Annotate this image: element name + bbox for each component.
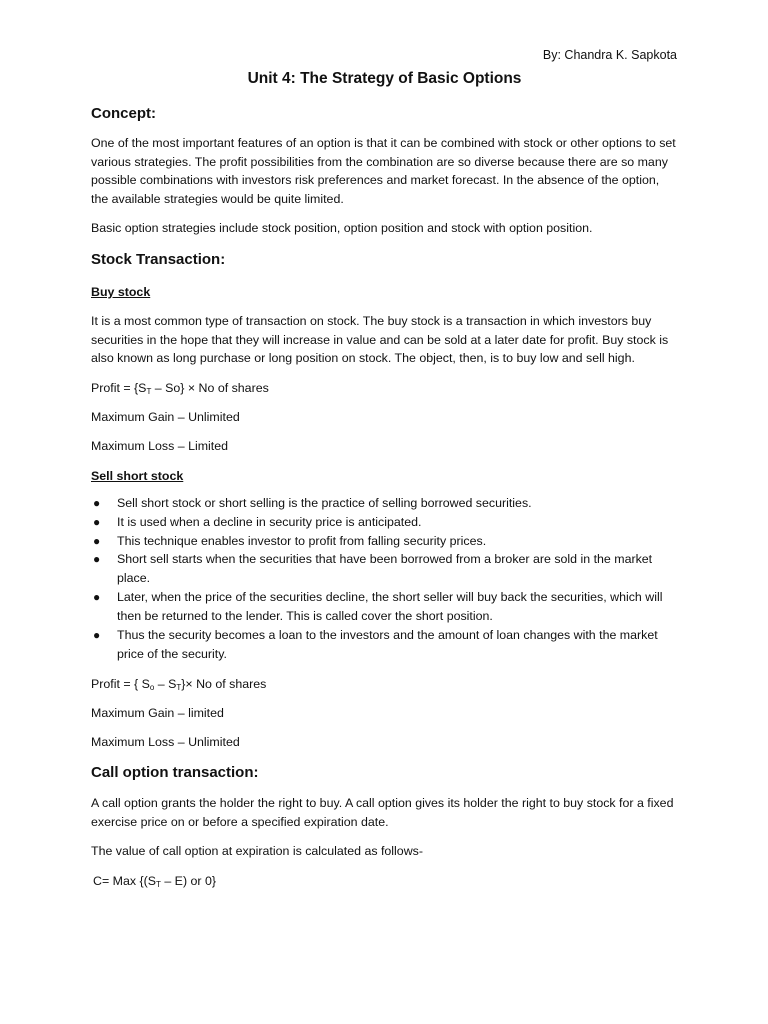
buy-stock-paragraph: It is a most common type of transaction on stock. The buy stock is a transaction in which investors buy securities in the hope that they will increase in value and can be sold at a later date for profit. Buy stock is also known as long purchase or long position on stock. The object, then, is to buy low and sell high.: [91, 313, 669, 366]
stock-transaction-heading: Stock Transaction:: [91, 250, 226, 268]
concept-paragraph-2: Basic option strategies include stock position, option position and stock with option position.: [91, 221, 593, 236]
bullet-icon: ●: [93, 533, 101, 548]
bullet-icon: ●: [93, 628, 101, 643]
call-option-heading: Call option transaction:: [91, 763, 259, 781]
concept-paragraph-1: One of the most important features of an option is that it can be combined with stock or other options to set various strategies. The profit possibilities from the combination are so diverse because there are so many possible combinations with investors risk preferences and market forecast. In the absence of the option, the available strategies would be quite limited.: [91, 136, 676, 206]
list-item: ● This technique enables investor to profit from falling security prices.: [91, 532, 678, 551]
call-option-paragraph-2: The value of call option at expiration is calculated as follows-: [91, 844, 423, 859]
bullet-icon: ●: [93, 514, 101, 529]
list-item: ● Thus the security becomes a loan to the investors and the amount of loan changes with the market price of the security.: [93, 628, 658, 661]
list-item: ● Short sell starts when the securities that have been borrowed from a broker are sold in the market place.: [93, 552, 653, 586]
sell-short-bullet-list: [91, 494, 678, 664]
buy-stock-heading: Buy stock: [91, 284, 151, 299]
sell-short-profit-formula: Profit = { $S_o - S_T\}\times No$ of shares: [91, 676, 267, 692]
list-item: ● It is used when a decline in security price is anticipated.: [91, 513, 678, 532]
call-option-paragraph-1: A call option grants the holder the right to buy. A call option gives its holder the right to buy stock for a fixed exercise price on or before a specified expiration date.: [91, 795, 674, 829]
sell-short-max-loss: Maximum Loss – Unlimited: [91, 734, 240, 749]
concept-heading: Concept:: [91, 105, 156, 122]
author-line: By: Chandra K. Sapkota: [542, 48, 677, 62]
buy-stock-max-gain: Maximum Gain – Unlimited: [91, 409, 240, 424]
call-option-formula: C= Max {$(S_T - E)$ or 0}: [93, 873, 217, 889]
buy-stock-profit-formula: Profit = $\{S_T - So\} \times No$ of shares: [91, 380, 269, 396]
bullet-icon: ●: [93, 552, 101, 567]
list-item: ● Sell short stock or short selling is the practice of selling borrowed securities.: [91, 494, 678, 513]
bullet-icon: ●: [93, 590, 101, 605]
list-item: ● Later, when the price of the securities decline, the short seller will buy back the securities, which will then be returned to the lender. This is called cover the short position.: [93, 590, 663, 624]
bullet-icon: ●: [93, 495, 101, 510]
buy-stock-max-loss: Maximum Loss – Limited: [91, 438, 229, 453]
page-title: Unit 4: The Strategy of Basic Options: [247, 70, 522, 87]
sell-short-max-gain: Maximum Gain – limited: [91, 705, 224, 720]
sell-short-heading: Sell short stock: [91, 468, 184, 483]
